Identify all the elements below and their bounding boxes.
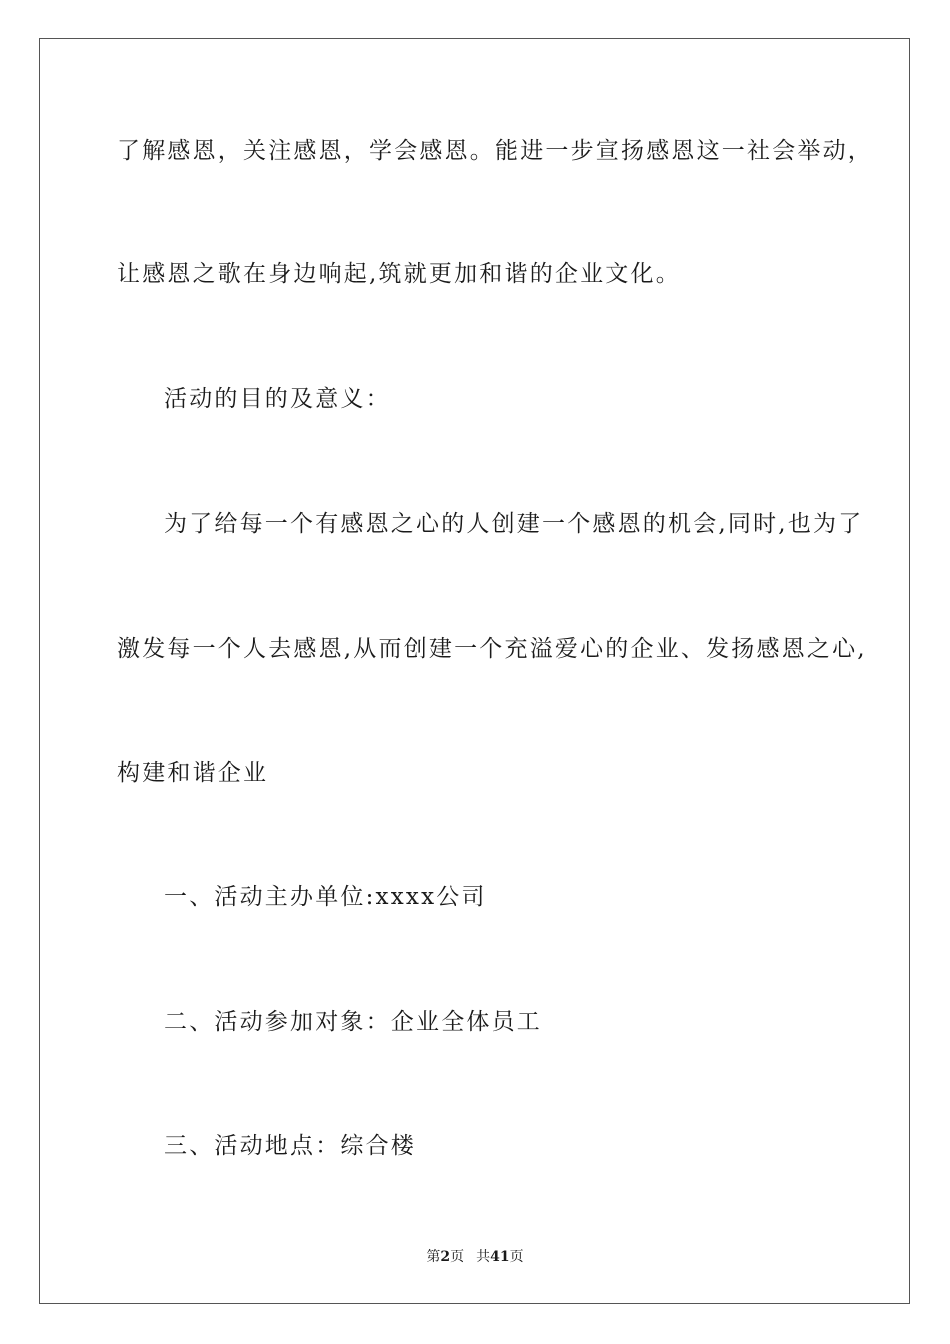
total-pages: 41 <box>490 1249 510 1265</box>
list-item-location: 三、活动地点：综合楼 <box>164 1133 416 1159</box>
total-suffix: 页 <box>509 1249 524 1265</box>
page-border <box>39 38 910 1304</box>
total-prefix: 共 <box>476 1249 491 1265</box>
page-footer <box>0 1247 950 1267</box>
body-text-line: 构建和谐企业 <box>117 760 269 786</box>
page-prefix: 第 <box>426 1249 441 1265</box>
list-item-organizer: 一、活动主办单位:xxxx公司 <box>164 884 487 910</box>
list-item-participants: 二、活动参加对象：企业全体员工 <box>164 1009 542 1035</box>
section-heading: 活动的目的及意义： <box>164 386 391 412</box>
page-number: 2 <box>440 1249 451 1265</box>
body-text-line: 了解感恩，关注感恩，学会感恩。能进一步宣扬感恩这一社会举动， <box>117 138 873 164</box>
body-text-line: 让感恩之歌在身边响起,筑就更加和谐的企业文化。 <box>117 261 681 287</box>
body-text-line: 激发每一个人去感恩,从而创建一个充溢爱心的企业、发扬感恩之心, <box>117 636 867 662</box>
page-suffix: 页 <box>450 1249 465 1265</box>
body-text-line: 为了给每一个有感恩之心的人创建一个感恩的机会,同时,也为了 <box>164 511 864 537</box>
